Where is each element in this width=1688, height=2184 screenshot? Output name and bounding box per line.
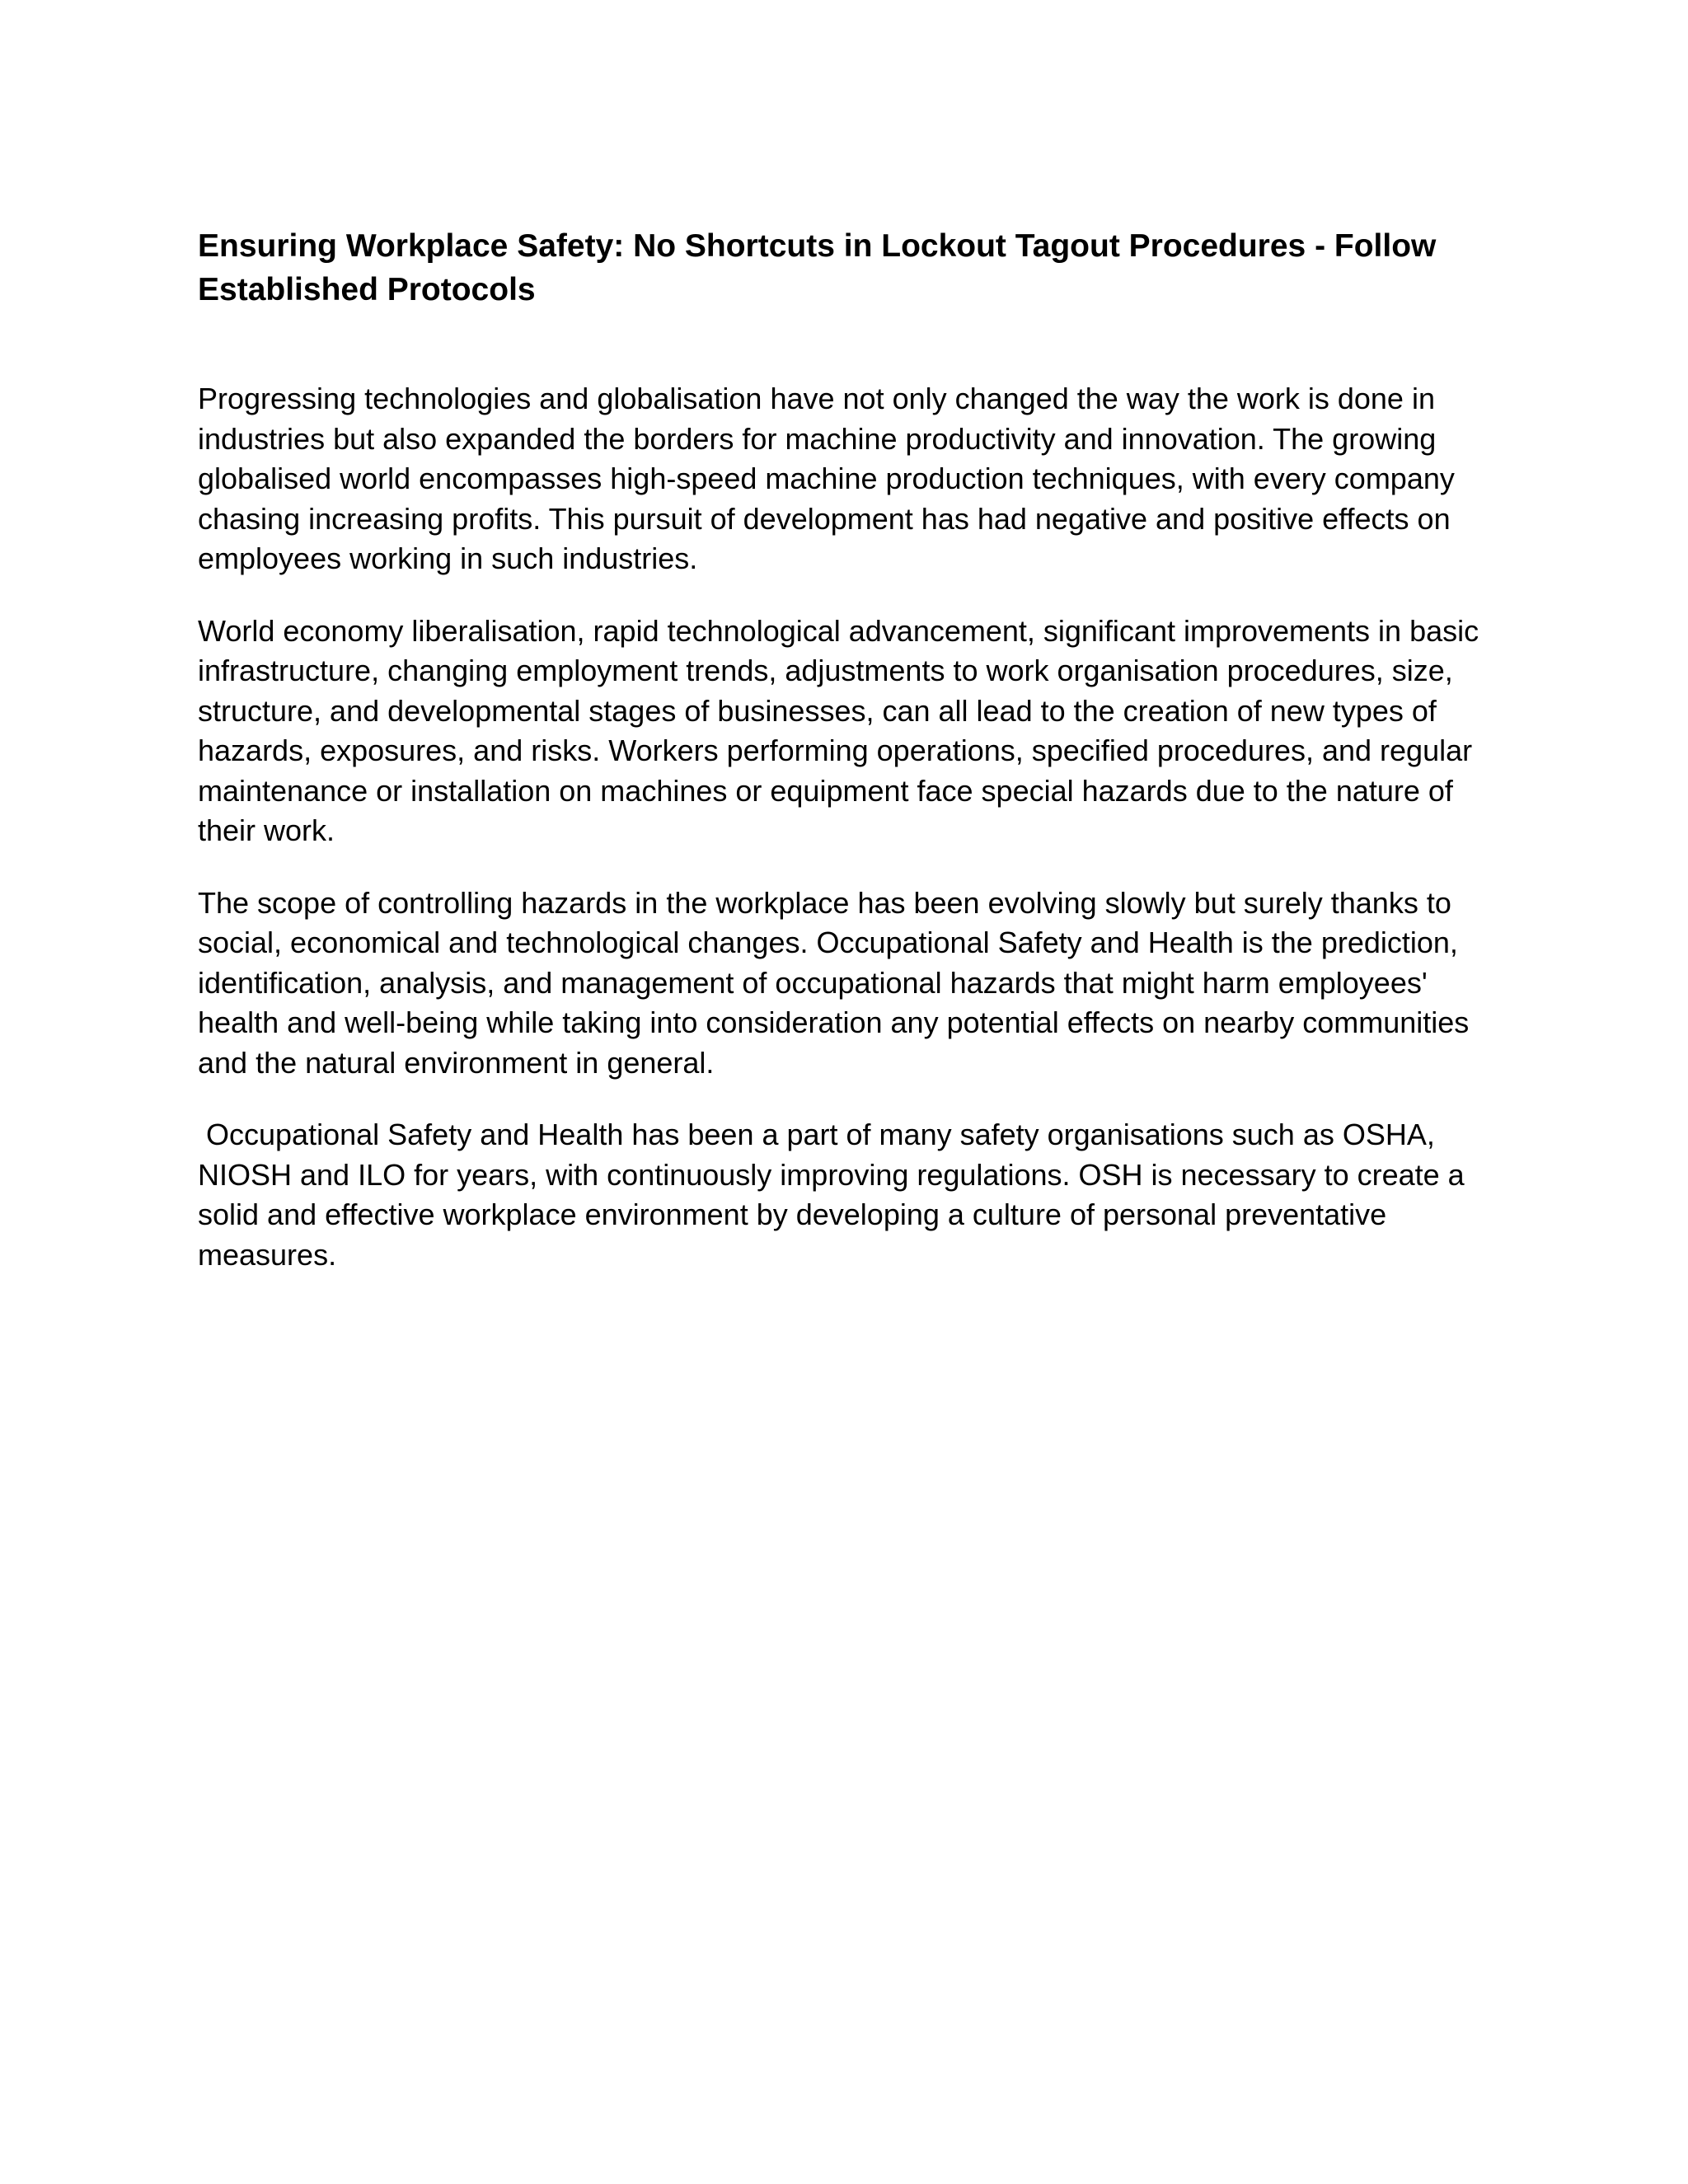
paragraph-1: Progressing technologies and globalisation have not only changed the way the work is done in industries but also expanded the borders for machine productivity and innovation. The growing globalised world encompasses high-speed machine production techniques, with every company chasing increasing profits. This pursuit of development has had negative and positive effects on employees working in such industries. [198,382,1455,575]
document-body [198,224,1500,1275]
paragraph-3: The scope of controlling hazards in the workplace has been evolving slowly but surely thanks to social, economical and technological changes. Occupational Safety and Health is the prediction, identification, analysis, and management of occupational hazards that might harm employees' health and well-being while taking into consideration any potential effects on nearby communities and the natural environment in general. [198,885,1470,1080]
paragraph-4: Occupational Safety and Health has been a part of many safety organisations such as OSHA, NIOSH and ILO for years, with continuously improving regulations. OSH is necessary to create a solid and effective workplace environment by developing a culture of personal preventative measures. [198,1118,1473,1272]
document-title: Ensuring Workplace Safety: No Shortcuts in Lockout Tagout Procedures - Follow Established Protocols [198,228,1437,307]
paragraph-2: World economy liberalisation, rapid technological advancement, significant improvements in basic infrastructure, changing employment trends, adjustments to work organisation procedures, size, structure, and developmental stages of businesses, can all lead to the creation of new types of hazards, exposures, and risks. Workers performing operations, specified procedures, and regular maintenance or installation on machines or equipment face special hazards due to the nature of their work. [198,613,1479,847]
